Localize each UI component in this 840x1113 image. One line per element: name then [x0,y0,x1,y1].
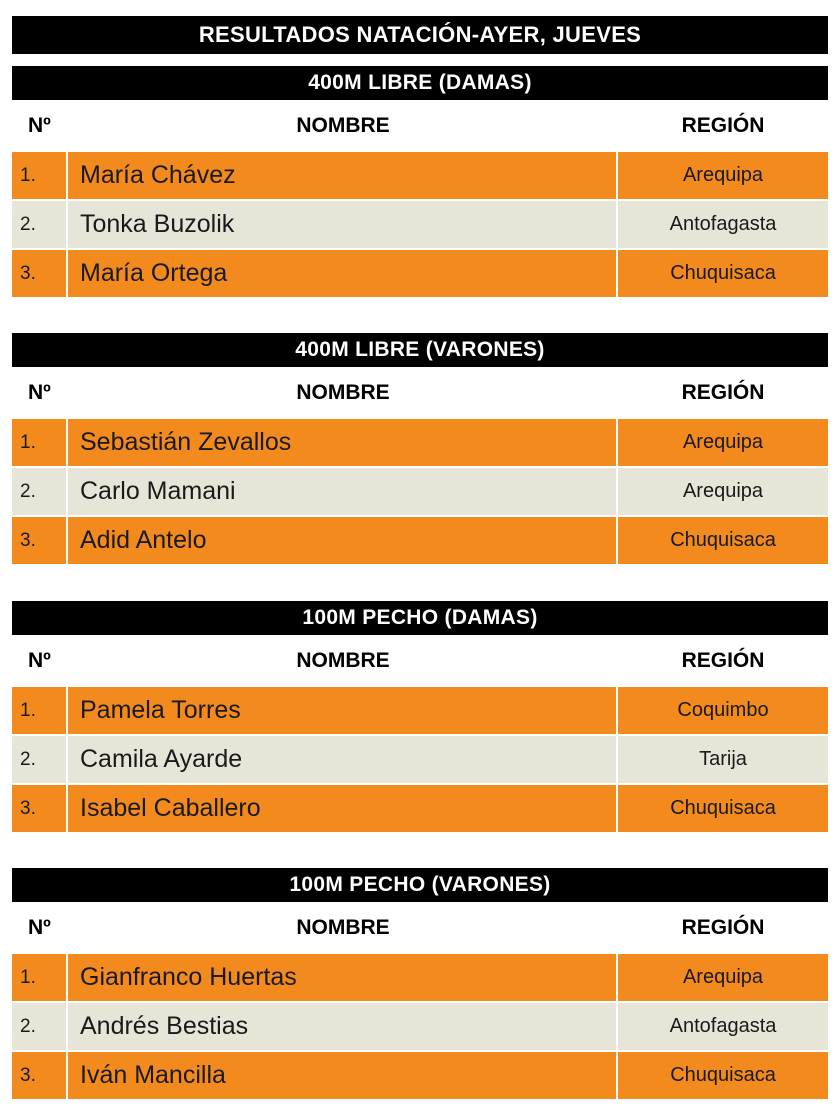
row-name: Adid Antelo [68,517,618,564]
row-num: 2. [12,1003,68,1050]
row-region: Coquimbo [677,699,769,721]
column-header-region: REGIÓN [681,649,765,672]
results-section-100m-pecho-damas [12,601,828,834]
row-name: Tonka Buzolik [68,201,618,248]
results-section-400m-libre-varones [12,333,828,566]
column-header-num: Nº [28,381,51,404]
row-region: Chuquisaca [670,529,776,551]
row-region: Chuquisaca [670,797,776,819]
table-row [12,419,828,468]
table-row [12,517,828,566]
column-header-name: NOMBRE [296,114,390,137]
row-name: Isabel Caballero [68,785,618,832]
row-region: Chuquisaca [670,262,776,284]
column-header-num: Nº [28,114,51,137]
row-name: Gianfranco Huertas [68,954,618,1001]
results-section-400m-libre-damas [12,66,828,299]
column-header-region: REGIÓN [681,381,765,404]
column-header-name: NOMBRE [296,649,390,672]
row-num: 2. [12,736,68,783]
column-header-region: REGIÓN [681,114,765,137]
table-row [12,954,828,1003]
page-title: RESULTADOS NATACIÓN-AYER, JUEVES [12,16,828,54]
row-name: María Ortega [68,250,618,297]
column-header-region: REGIÓN [681,916,765,939]
column-header-row [12,635,828,687]
row-region: Antofagasta [669,213,777,235]
row-name: Sebastián Zevallos [68,419,618,466]
row-num: 2. [12,201,68,248]
section-title: 400M LIBRE (VARONES) [12,333,828,367]
row-num: 3. [12,517,68,564]
table-row [12,1052,828,1101]
row-name: Carlo Mamani [68,468,618,515]
row-region: Chuquisaca [670,1064,776,1086]
table-row [12,250,828,299]
table-row [12,736,828,785]
table-row [12,687,828,736]
column-header-row [12,367,828,419]
table-row [12,201,828,250]
table-row [12,1003,828,1052]
column-header-row [12,902,828,954]
column-header-num: Nº [28,916,51,939]
column-header-num: Nº [28,649,51,672]
row-region: Arequipa [682,966,764,988]
row-region: Arequipa [682,431,764,453]
section-title: 100M PECHO (VARONES) [12,868,828,902]
row-num: 1. [12,419,68,466]
column-header-name: NOMBRE [296,916,390,939]
row-region: Antofagasta [669,1015,777,1037]
row-name: Andrés Bestias [68,1003,618,1050]
results-section-100m-pecho-varones [12,868,828,1101]
row-num: 3. [12,1052,68,1099]
column-header-name: NOMBRE [296,381,390,404]
table-row [12,785,828,834]
row-name: Iván Mancilla [68,1052,618,1099]
row-region: Tarija [699,748,747,770]
column-header-row [12,100,828,152]
row-name: Camila Ayarde [68,736,618,783]
row-num: 3. [12,785,68,832]
row-name: María Chávez [68,152,618,199]
row-region: Arequipa [682,164,764,186]
row-num: 1. [12,687,68,734]
row-num: 3. [12,250,68,297]
section-title: 400M LIBRE (DAMAS) [12,66,828,100]
table-row [12,468,828,517]
row-num: 2. [12,468,68,515]
row-region: Arequipa [682,480,764,502]
row-num: 1. [12,954,68,1001]
row-num: 1. [12,152,68,199]
row-name: Pamela Torres [68,687,618,734]
table-row [12,152,828,201]
section-title: 100M PECHO (DAMAS) [12,601,828,635]
